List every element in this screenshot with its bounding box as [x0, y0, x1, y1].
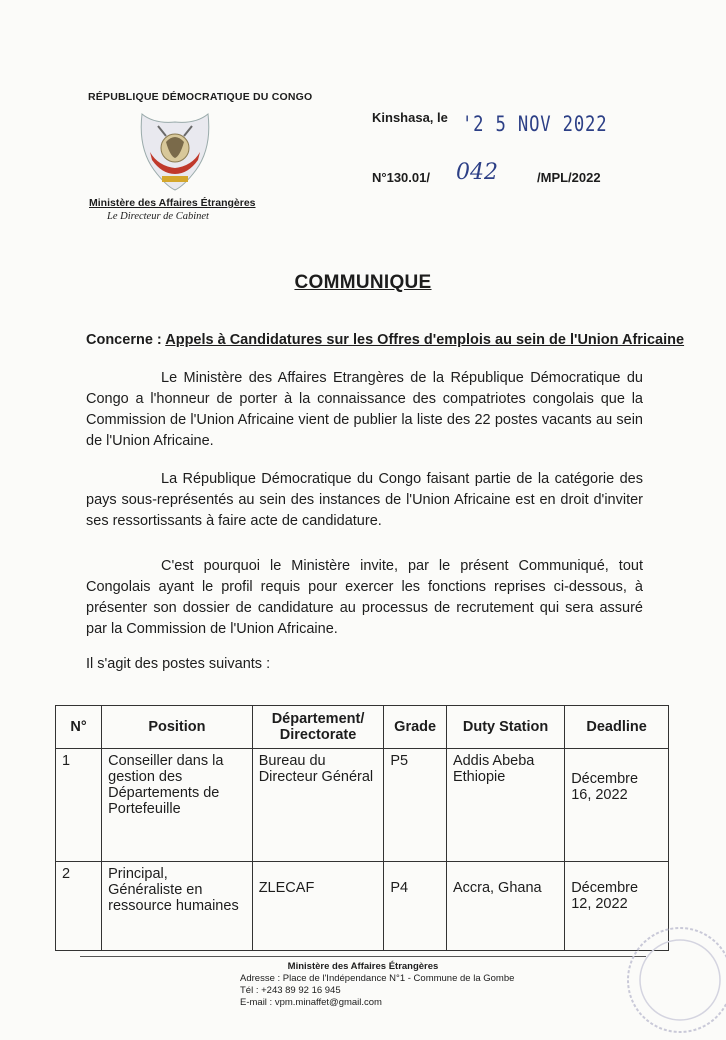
positions-table	[55, 705, 669, 951]
cell-duty-station: Addis Abeba Ethiopie	[446, 749, 564, 862]
table-row	[56, 749, 669, 862]
country-name: RÉPUBLIQUE DÉMOCRATIQUE DU CONGO	[88, 91, 313, 103]
paragraph-3: C'est pourquoi le Ministère invite, par le présent Communiqué, tout Congolais ayant le profil requis pour exercer les fonctions reprises ci-dessous, à présenter son dossier de candidature au processus de recrutement qui sera assuré par la Commission de l'Union Africaine.	[86, 558, 643, 637]
cell-duty-station: Accra, Ghana	[446, 862, 564, 951]
cell-grade: P4	[384, 862, 447, 951]
footer-ministry: Ministère des Affaires Étrangères	[287, 961, 439, 972]
header-position: Position	[102, 706, 253, 749]
footer-contact	[240, 973, 514, 1009]
place-label: Kinshasa, le	[372, 110, 448, 125]
footer-email: E-mail : vpm.minaffet@gmail.com	[240, 997, 382, 1008]
cell-deadline: Décembre 12, 2022	[565, 862, 669, 951]
paragraph-4: Il s'agit des postes suivants :	[86, 656, 271, 672]
footer-address: Adresse : Place de l'Indépendance N°1 - Commune de la Gombe	[240, 973, 515, 984]
paragraph-2: La République Démocratique du Congo faisant partie de la catégorie des pays sous-représentés au sein des instances de l'Union Africaine est en droit d'inviter ses ressortissants à faire acte de candidature.	[86, 471, 643, 529]
coat-of-arms-icon	[136, 108, 214, 194]
cell-grade: P5	[384, 749, 447, 862]
header-grade: Grade	[384, 706, 447, 749]
cell-position: Conseiller dans la gestion des Départements de Portefeuille	[102, 749, 253, 862]
reference-suffix: /MPL/2022	[537, 170, 601, 185]
header-number: N°	[56, 706, 102, 749]
cell-department: ZLECAF	[252, 862, 384, 951]
reference-prefix: N°130.01/	[372, 170, 430, 185]
ministry-name: Ministère des Affaires Étrangères	[89, 197, 256, 209]
seal-stamp-icon	[620, 920, 726, 1040]
director-title: Le Directeur de Cabinet	[107, 211, 209, 222]
subject-line	[86, 332, 684, 348]
cell-deadline: Décembre 16, 2022	[565, 749, 669, 862]
table-header-row	[56, 706, 669, 749]
document-title: COMMUNIQUE	[294, 272, 432, 293]
paragraph-1: Le Ministère des Affaires Etrangères de la République Démocratique du Congo a l'honneur de porter à la connaissance des compatriotes congolais que la Commission de l'Union Africaine vient de publier la liste des 22 postes vacants au sein de l'Union Africaine.	[86, 370, 643, 449]
reference-number: 042	[456, 160, 498, 185]
footer-divider	[80, 956, 646, 957]
subject-text: Appels à Candidatures sur les Offres d'emplois au sein de l'Union Africaine	[165, 332, 685, 348]
cell-number: 1	[56, 749, 102, 862]
cell-department: Bureau du Directeur Général	[252, 749, 384, 862]
header-deadline: Deadline	[565, 706, 669, 749]
date-stamp: '2 5 NOV 2022	[462, 112, 608, 136]
subject-label: Concerne :	[86, 332, 166, 348]
header-duty-station: Duty Station	[446, 706, 564, 749]
table-row	[56, 862, 669, 951]
footer-phone: Tél : +243 89 92 16 945	[240, 985, 341, 996]
cell-position: Principal, Généraliste en ressource humaines	[102, 862, 253, 951]
header-department: Département/ Directorate	[252, 706, 384, 749]
cell-number: 2	[56, 862, 102, 951]
